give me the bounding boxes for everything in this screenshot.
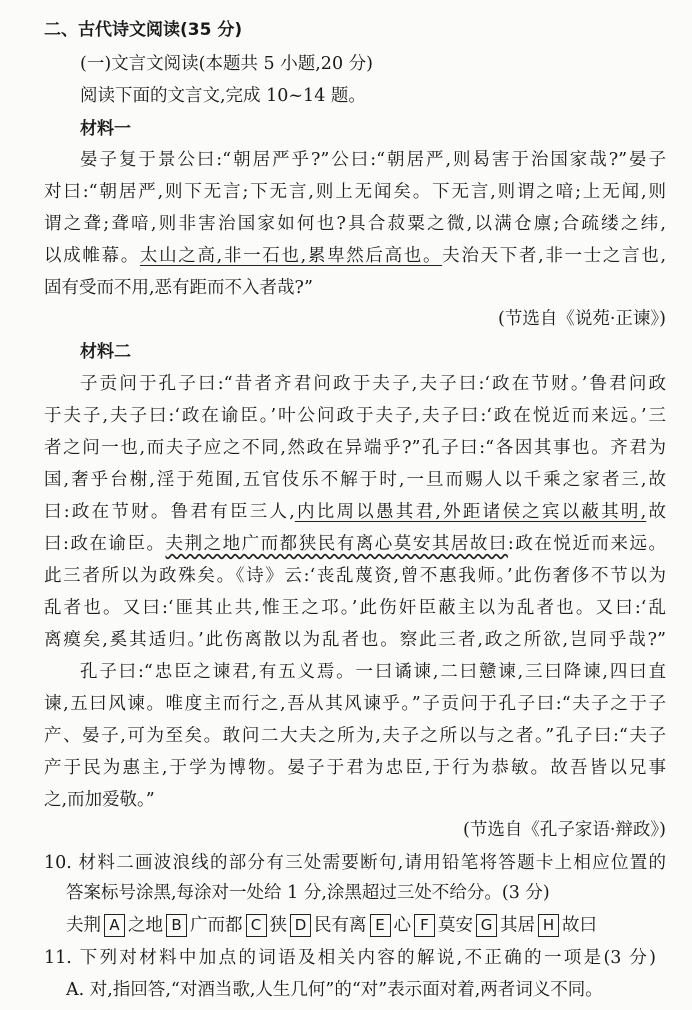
material2-line: 国,奢乎台榭,淫于苑囿,五官伎乐不解于时,一旦而赐人以千乘之家者三,故 [44,470,666,490]
material2-line: 产、晏子,可为至矣。敢问二大夫之所为,夫子之所以与之者。”孔子曰:“夫子 [44,726,666,746]
material1-line [44,244,666,268]
question-10-text: 答案标号涂黑,每涂对一处给 1 分,涂黑超过三处不给分。(3 分) [66,883,550,903]
wavy-underlined-passage: 夫荆之地广而都狭民有离心莫安其居故曰 [165,534,508,554]
text-segment: 其居 [500,915,535,936]
answer-box-b[interactable]: B [166,914,187,937]
answer-box-e[interactable]: E [370,914,391,937]
material2-line: 产于民为惠主,于学为博物。晏子于君为忠臣,于行为恭敏。故吾皆以兄事 [44,758,666,778]
text-segment: 之地 [128,915,163,936]
material2-line: 者之问一也,而夫子应之不同,然政在异端乎?”孔子曰:“各因其事也。齐君为 [44,438,666,458]
text-segment: 心 [393,915,411,936]
text-segment: 狭 [269,915,287,936]
answer-box-g[interactable]: G [476,914,497,937]
answer-box-c[interactable]: C [246,914,267,937]
question-11-option-a: A. 对,指回答,“对酒当歌,人生几何”的“对”表示面对着,两者词义不同。 [66,980,603,1000]
material2-line: 此三者所以为政殊矣。《诗》云:‘丧乱蔑资,曾不惠我师。’此伤奢侈不节以为 [44,566,666,586]
answer-box-f[interactable]: F [414,914,435,937]
material1-line: 对曰:“朝居严,则下无言;下无言,则上无闻矣。下无言,则谓之喑;上无闻,则 [44,182,666,202]
material2-line: 离瘼矣,奚其适归。’此伤离散以为乱者也。察此三者,政之所欲,岂同乎哉?” [44,630,666,650]
question-10-answer-row [66,912,597,939]
material1-line: 固有受而不用,恶有距而不入者哉?” [44,278,313,298]
material2-line: 谏,五曰风谏。唯度主而行之,吾从其风谏乎。”子贡问于孔子曰:“夫子之于子 [44,694,666,714]
material1-line: 谓之聋;聋喑,则非害治国家如何也?具合菽粟之微,以满仓廪;合疏缕之纬, [44,214,666,234]
section-title: 二、古代诗文阅读(35 分) [44,20,243,40]
material2-line6-post: :政在悦近而来远。 [507,534,666,554]
subsection-title: (一)文言文阅读(本题共 5 小题,20 分) [80,54,373,74]
text-segment: 莫安 [438,915,473,936]
text-segment: 夫荆 [66,915,101,936]
material2-source: (节选自《孔子家语·辩政》) [463,820,666,840]
material2-line: 子贡问于孔子曰:“昔者齐君问政于夫子,夫子曰:‘政在节财。’鲁君问政 [80,374,666,394]
material1-title: 材料一 [80,119,131,139]
text-segment: 民有离 [314,915,367,936]
material2-line: 孔子曰:“忠臣之谏君,有五义焉。一曰谲谏,二曰戆谏,三曰降谏,四曰直 [80,662,666,682]
answer-box-a[interactable]: A [104,914,125,937]
material2-line6-pre: 曰:政在谕臣。 [44,534,166,554]
underlined-sentence: 太山之高,非一石也,累卑然后高也。 [139,246,443,266]
question-10-text: 10. 材料二画波浪线的部分有三处需要断句,请用铅笔将答题卡上相应位置的 [44,853,666,873]
text-segment: 故曰 [562,915,597,936]
material2-line [44,532,666,556]
answer-box-h[interactable]: H [538,914,559,937]
material2-line [44,500,666,524]
material2-line: 之,而加爱敬。” [44,790,155,810]
material1-line: 晏子复于景公曰:“朝居严乎?”公曰:“朝居严,则曷害于治国家哉?”晏子 [80,150,666,170]
material2-line: 于夫子,夫子曰:‘政在谕臣。’叶公问政于夫子,夫子曰:‘政在悦近而来远。’三 [44,406,666,426]
answer-box-d[interactable]: D [290,914,311,937]
underlined-sentence: 内比周以愚其君,外距诸侯之宾以蔽其明, [294,502,647,522]
material2-line: 乱者也。又曰:‘匪其止共,惟王之邛。’此伤奸臣蔽主以为乱者也。又曰:‘乱 [44,598,666,618]
instruction: 阅读下面的文言文,完成 10~14 题。 [80,86,366,106]
material1-line4-post: 夫治天下者,非一士之言也, [442,246,667,266]
material2-title: 材料二 [80,342,131,362]
material2-line5-pre: 曰:政在节财。鲁君有臣三人, [44,502,295,522]
question-11-text: 11. 下列对材料中加点的词语及相关内容的解说,不正确的一项是(3 分) [44,948,656,968]
material2-line5-post: 故 [646,502,667,522]
material1-line4-pre: 以成帷幕。 [44,246,140,266]
material1-source: (节选自《说苑·正谏》) [498,309,666,329]
text-segment: 广而都 [190,915,243,936]
